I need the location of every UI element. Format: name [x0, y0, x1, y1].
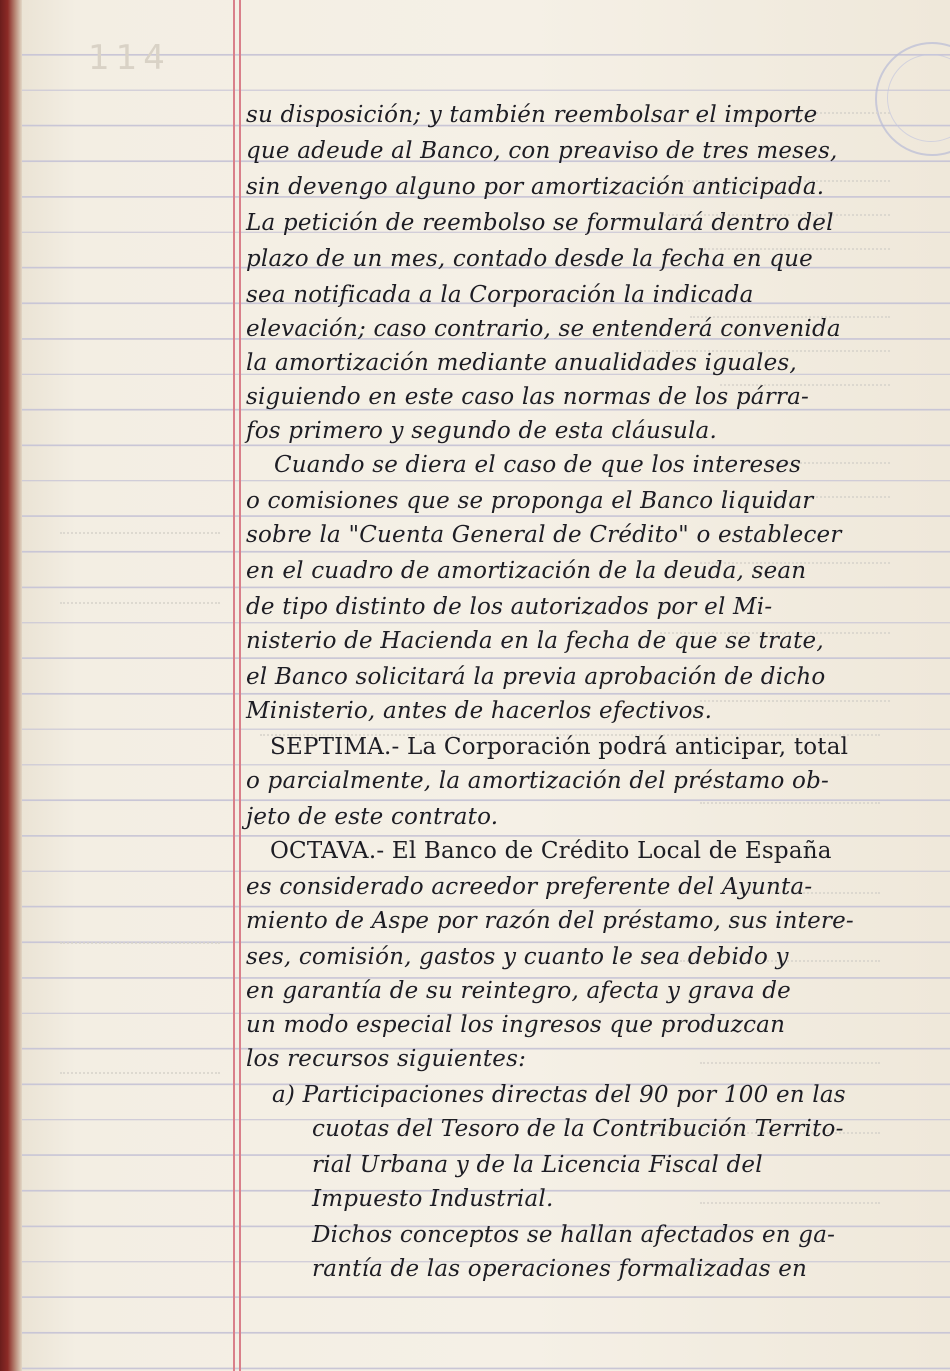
text-line: el Banco solicitará la previa aprobación de dicho — [246, 664, 826, 690]
text-line: un modo especial los ingresos que produzcan — [246, 1012, 786, 1038]
text-line: sea notificada a la Corporación la indicada — [246, 282, 754, 308]
text-line: Cuando se diera el caso de que los intereses — [274, 452, 802, 478]
text-line: ses, comisión, gastos y cuanto le sea debido y — [246, 944, 789, 970]
text-line: siguiendo en este caso las normas de los párra- — [246, 384, 809, 410]
text-line: Ministerio, antes de hacerlos efectivos. — [246, 698, 713, 724]
text-line: nisterio de Hacienda en la fecha de que se trate, — [246, 628, 824, 654]
text-line: rantía de las operaciones formalizadas en — [312, 1256, 808, 1282]
text-line: en el cuadro de amortización de la deuda, sean — [246, 558, 807, 584]
list-item-a-line: a) Participaciones directas del 90 por 100 en las — [272, 1082, 846, 1108]
text-line: o comisiones que se proponga el Banco liquidar — [246, 488, 814, 514]
clause-septima-line: SEPTIMA.- La Corporación podrá anticipar, total — [270, 734, 849, 760]
text-line: los recursos siguientes: — [246, 1046, 527, 1072]
text-line: rial Urbana y de la Licencia Fiscal del — [312, 1152, 763, 1178]
text-line: cuotas del Tesoro de la Contribución Territo- — [312, 1116, 844, 1142]
text-line: jeto de este contrato. — [246, 804, 499, 830]
text-line: Dichos conceptos se hallan afectados en ga- — [312, 1222, 836, 1248]
text-line: sobre la "Cuenta General de Crédito" o establecer — [246, 522, 842, 548]
page-number: 114 — [88, 38, 171, 78]
text-line: miento de Aspe por razón del préstamo, sus intere- — [246, 908, 854, 934]
text-line: en garantía de su reintegro, afecta y grava de — [246, 978, 791, 1004]
text-line: la amortización mediante anualidades iguales, — [246, 350, 797, 376]
text-line: es considerado acreedor preferente del Ayunta- — [246, 874, 813, 900]
text-line: sin devengo alguno por amortización anticipada. — [246, 174, 825, 200]
text-line: Impuesto Industrial. — [312, 1186, 554, 1212]
text-line: elevación; caso contrario, se entenderá convenida — [246, 316, 841, 342]
clause-octava-line: OCTAVA.- El Banco de Crédito Local de España — [270, 838, 832, 864]
text-line: o parcialmente, la amortización del préstamo ob- — [246, 768, 829, 794]
text-line: fos primero y segundo de esta cláusula. — [246, 418, 717, 444]
text-line: que adeude al Banco, con preaviso de tres meses, — [246, 138, 838, 164]
text-line: su disposición; y también reembolsar el importe — [246, 102, 818, 128]
text-line: La petición de reembolso se formulará dentro del — [246, 210, 834, 236]
text-line: plazo de un mes, contado desde la fecha en que — [246, 246, 813, 272]
text-line: de tipo distinto de los autorizados por el Mi- — [246, 594, 773, 620]
